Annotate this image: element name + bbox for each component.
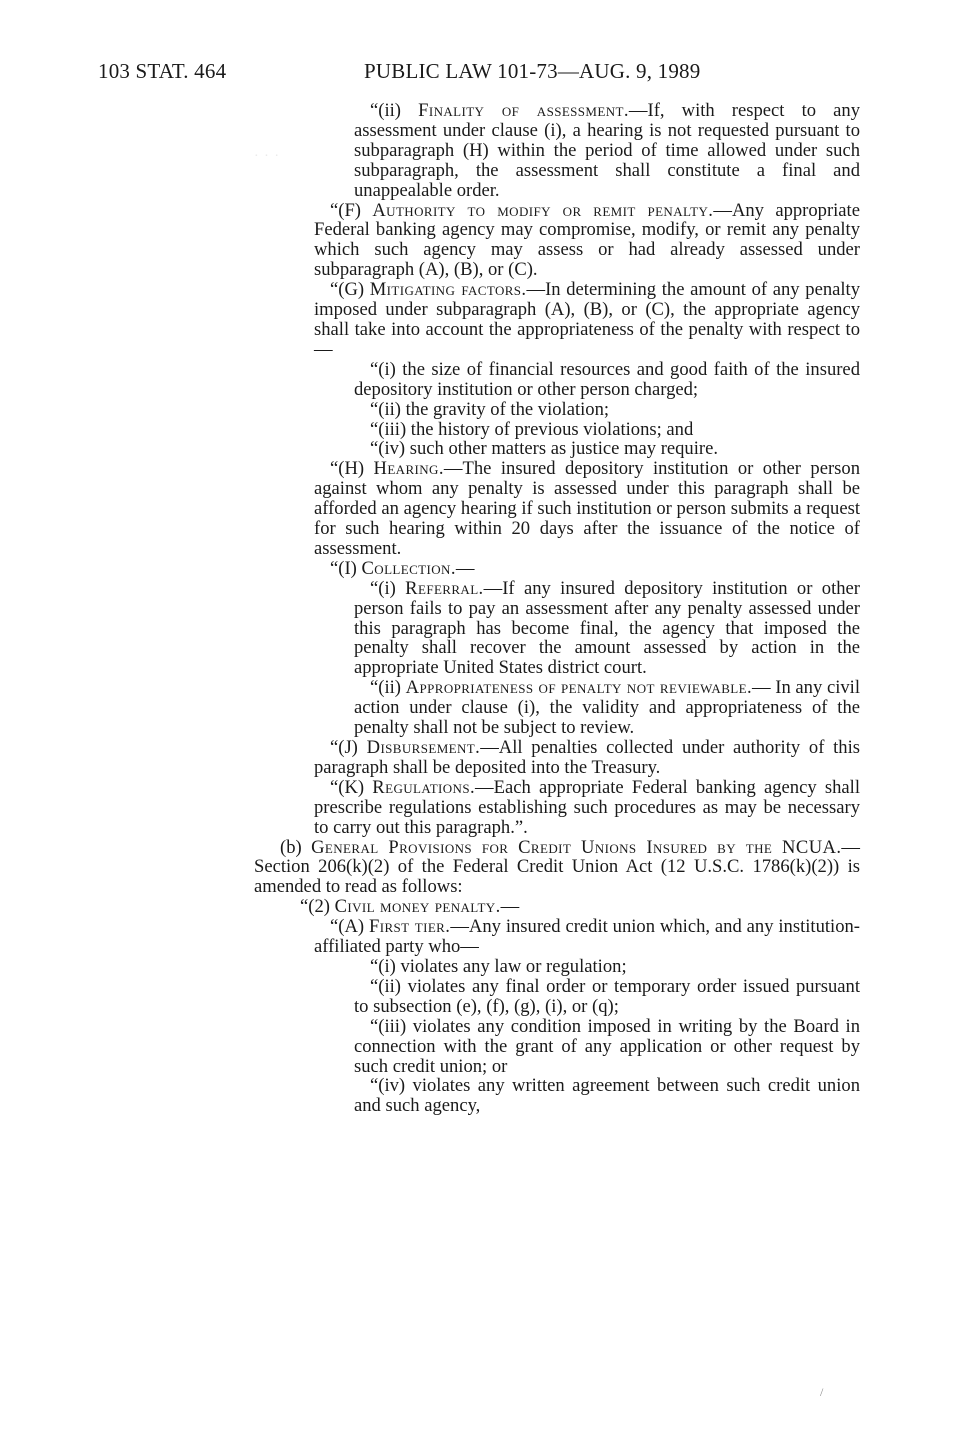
clause-paragraph [254,957,860,977]
paragraph-heading: General Provisions for Credit Unions Insured by the NCUA. [311,836,842,858]
paragraph-heading: Civil money penalty. [334,896,501,918]
paragraph-lead: (b) [280,836,312,858]
paragraph-lead: “(G) [330,279,370,301]
paragraph-text: “(i) violates any law or regulation; [370,955,627,977]
clause-paragraph [254,678,860,738]
paragraph-lead: “(i) [370,577,406,599]
clause-paragraph [254,360,860,400]
paragraph-text: —The insured depository institution or other person against whom any penalty is assessed under this paragraph shall be afforded an agency hearing if such institution or person submits a request for such hearing within 20 days after the issuance of the notice of assessment. [314,458,860,559]
paragraph-heading: Referral. [405,577,484,599]
clause-paragraph [254,1017,860,1077]
subparagraph [254,280,860,360]
clause-paragraph [254,400,860,420]
show-through-marks: · · · [254,149,280,164]
paragraph-heading: Collection. [361,557,456,579]
paragraph-lead: “(2) [300,896,335,918]
paragraph-text: —If any insured depository institution or other person fails to pay an assessment after any penalty assessed under this paragraph has become final, the agency that imposed the penalty shall recover the amount assessed by action in the appropriate United States district court. [354,577,860,679]
subparagraph [254,559,860,579]
clause-paragraph [254,579,860,679]
paragraph-text: — In any civil action under clause (i), the validity and appropriateness of the penalty shall not be subject to review. [354,677,860,739]
subparagraph [254,738,860,778]
paragraph-lead: “(I) [330,557,362,579]
paragraph-text: —In determining the amount of any penalty imposed under subparagraph (A), (B), or (C), the appropriate agency shall take into account the appropriateness of the penalty with respect to— [314,279,860,360]
paragraph-lead: “(J) [330,737,367,758]
paragraph-heading: Disbursement. [366,737,481,758]
paragraph-text: — [455,557,475,579]
paragraph-text: “(iv) violates any written agreement between such credit union and such agency, [354,1075,860,1117]
paragraph-lead: “(F) [330,199,373,221]
paragraph-text: “(i) the size of financial resources and good faith of the insured depository institution or other person charged; [354,358,860,400]
paragraph-text: —Any insured credit union which, and any institution-affiliated party who— [314,916,861,958]
paragraph-text: “(ii) the gravity of the violation; [370,398,610,420]
running-head [0,56,970,86]
paragraph-lead: “(K) [330,776,373,798]
paragraph-heading: Hearing. [373,458,444,480]
paragraph-text: —Section 206(k)(2) of the Federal Credit Union Act (12 U.S.C. 1786(k)(2)) is amended to read as follows: [254,836,860,898]
paragraph-lead: “(H) [330,458,374,480]
paragraph-heading: Authority to modify or remit penalty. [372,199,714,221]
subparagraph [254,201,860,281]
subsection-paragraph [254,838,860,898]
paragraph-text: —Each appropriate Federal banking agency shall prescribe regulations establishing such procedures as may be necessary to carry out this paragraph.”. [314,776,860,838]
paragraph-lead: “(A) [330,916,369,938]
paragraph-text: “(iii) violates any condition imposed in writing by the Board in connection with the grant of any application or other request by such credit union; or [354,1015,860,1077]
clause-paragraph [254,101,860,201]
subparagraph [254,917,860,957]
paragraph-text: “(ii) violates any final order or temporary order issued pursuant to subsection (e), (f), (g), (i), or (q); [354,975,860,1017]
paragraph-lead: “(ii) [370,100,419,121]
stray-pen-mark: / [820,1385,824,1399]
statute-page-citation: 103 STAT. 464 [98,59,227,83]
clause-paragraph [254,977,860,1017]
paragraph-heading: Regulations. [372,776,476,798]
paragraph-lead: “(ii) [370,677,406,699]
public-law-heading: PUBLIC LAW 101-73—AUG. 9, 1989 [364,59,701,83]
paragraph-heading: Appropriateness of penalty not reviewable. [405,677,752,699]
paragraph-heading: First tier. [368,916,451,938]
paragraph-text: “(iii) the history of previous violations; and [370,418,694,440]
paragraph-text: —All penalties collected under authority of this paragraph shall be deposited into the Treasury. [314,737,860,778]
numbered-paragraph [254,897,860,917]
clause-paragraph [254,439,860,459]
clause-paragraph [254,1076,860,1116]
paragraph-heading: Finality of assessment. [418,100,629,121]
document-body [254,101,860,1116]
paragraph-text: —Any appropriate Federal banking agency may compromise, modify, or remit any penalty which such agency may assess or had already assessed under subparagraph (A), (B), or (C). [314,199,860,281]
paragraph-heading: Mitigating factors. [369,279,527,301]
subparagraph [254,459,860,559]
clause-paragraph [254,420,860,440]
paragraph-text: “(iv) such other matters as justice may require. [370,438,718,460]
paragraph-text: —If, with respect to any assessment under clause (i), a hearing is not requested pursuant to subparagraph (H) within the period of time allowed under such subparagraph, the assessment shall constitute a final and unappealable order. [354,100,860,201]
paragraph-text: — [500,896,520,918]
subparagraph [254,778,860,838]
